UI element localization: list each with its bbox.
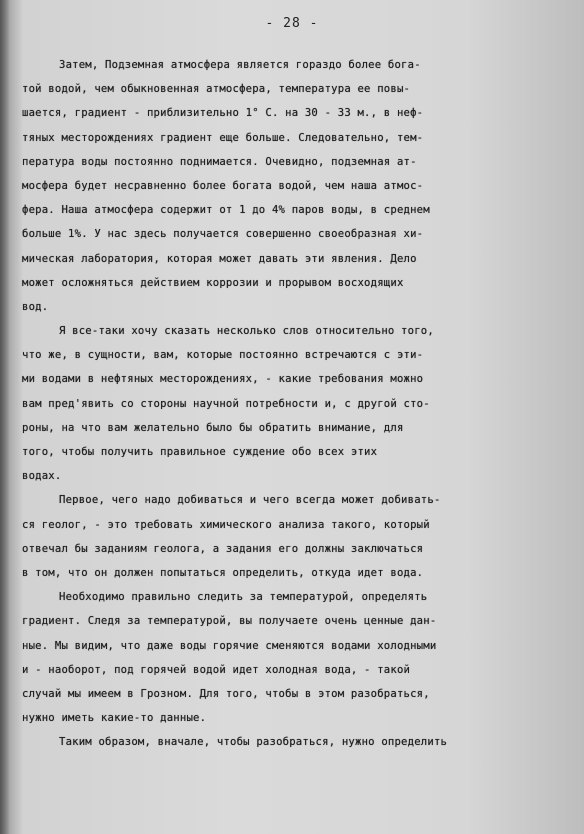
text-line: Необходимо правильно следить за температурой, определять (59, 591, 428, 604)
text-line: может осложняться действием коррозии и прорывом восходящих (22, 276, 404, 289)
text-line: ся геолог, - это требовать химического анализа такого, который (22, 518, 430, 531)
text-line: Я все-таки хочу сказать несколько слов относительно того, (59, 325, 434, 338)
text-line: нужно иметь какие-то данные. (22, 712, 207, 725)
page-edge-shadow (0, 0, 10, 834)
page-number: - 28 - (265, 16, 319, 31)
text-line: ные. Мы видим, что даже воды горячие сменяются водами холодными (22, 639, 437, 652)
text-line: вод. (22, 300, 49, 313)
text-line: Первое, чего надо добиваться и чего всегда может добивать- (59, 494, 441, 507)
text-line: Таким образом, вначале, чтобы разобраться, нужно определить (59, 736, 448, 749)
text-line: больше 1%. У нас здесь получается совершенно своеобразная хи- (22, 228, 424, 241)
body-text (22, 53, 562, 754)
text-line: фера. Наша атмосфера содержит от 1 до 4% паров воды, в среднем (22, 204, 430, 217)
text-line: пература воды постоянно поднимается. Очевидно, подземная ат- (22, 155, 417, 168)
text-line: того, чтобы получить правильное суждение обо всех этих (22, 446, 378, 458)
text-line: той водой, чем обыкновенная атмосфера, температура ее повы- (22, 83, 411, 96)
text-line: шается, градиент - приблизительно 1° С. на 30 - 33 м., в неф- (22, 107, 424, 120)
text-line: вам пред'явить со стороны научной потребности и, с другой сто- (22, 397, 430, 410)
text-line: водах. (22, 470, 62, 483)
text-line: тяных месторождениях градиент еще больше. Следовательно, тем- (22, 131, 424, 144)
text-line: что же, в сущности, вам, которые постоянно встречаются с эти- (22, 349, 424, 362)
text-line: случай мы имеем в Грозном. Для того, чтобы в этом разобраться, (22, 687, 430, 700)
text-line: и - наоборот, под горячей водой идет холодная вода, - такой (22, 663, 411, 676)
text-line: в том, что он должен попытаться определить, откуда идет вода. (22, 566, 424, 579)
text-line: роны, на что вам желательно было бы обратить внимание, для (22, 421, 404, 434)
text-line: Затем, Подземная атмосфера является гораздо более бога- (59, 59, 421, 71)
text-line: мосфера будет несравненно более богата водой, чем наша атмос- (22, 179, 424, 192)
text-line: мическая лаборатория, которая может давать эти явления. Дело (22, 252, 417, 265)
text-line: отвечал бы заданиям геолога, а задания его должны заключаться (22, 542, 424, 555)
text-line: градиент. Следя за температурой, вы получаете очень ценные дан- (22, 615, 437, 628)
text-line: ми водами в нефтяных месторождениях, - какие требования можно (22, 373, 424, 386)
